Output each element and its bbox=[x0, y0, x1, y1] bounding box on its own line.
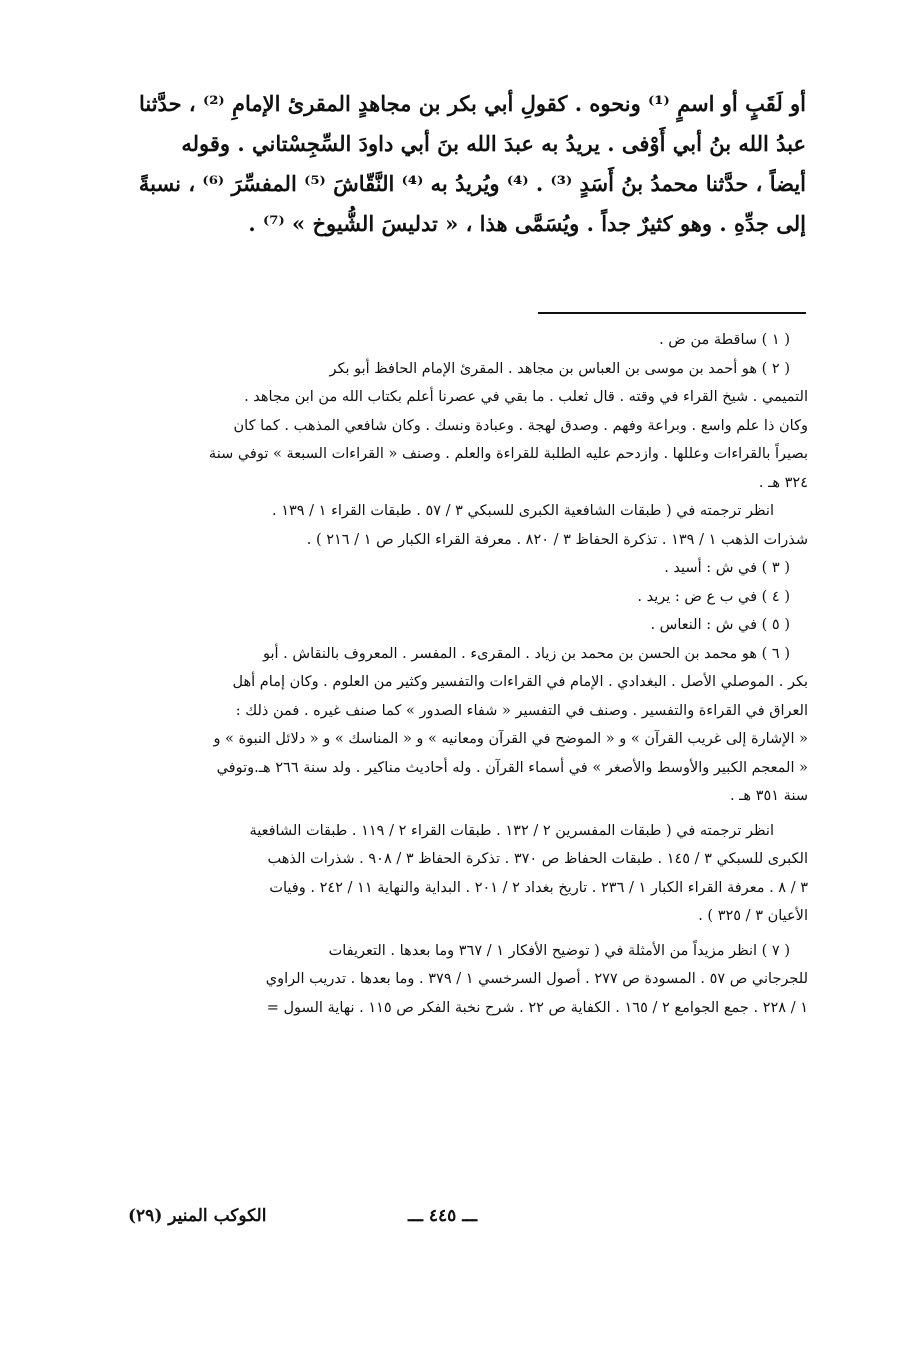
footnote-3: ( ٣ ) في ش : أسيد . bbox=[664, 560, 790, 576]
footnote-2-line: ( ٢ ) هو أحمد بن موسى بن العباس بن مجاهد . المقرئ الإمام الحافظ أبو بكر bbox=[329, 360, 790, 377]
footnote-7-line: للجرجاني ص ٥٧ . المسودة ص ٢٧٧ . أصول السرخسي ١ / ٣٧٩ . وما بعدها . تدريب الراوي bbox=[265, 971, 808, 987]
body-line-4: إلى جدِّهِ . وهو كثيرٌ جداً . ويُسَمَّى هذا ، « تدليسَ الشُّيوخ » ⁽⁷⁾ . bbox=[248, 211, 806, 236]
body-line-2: عبدُ الله بنُ أبي أَوْفى . يريدُ به عبدَ الله بنَ أبي داودَ السِّجِسْتاني . وقوله bbox=[181, 131, 806, 156]
footnotes-section bbox=[118, 326, 808, 1022]
footnote-6-reference: ٣ / ٨ . معرفة القراء الكبار ١ / ٢٣٦ . تاريخ بغداد ٢ / ٢٠١ . البداية والنهاية ١١ / ٢٤٢ . وفيات bbox=[269, 879, 808, 896]
footnote-6-line: بكر . الموصلي الأصل . البغدادي . الإمام في القراءات والتفسير وكثير من العلوم . وكان إمام أهل bbox=[232, 674, 808, 690]
footnote-6-reference: الأعيان ٣ / ٣٢٥ ) . bbox=[698, 908, 808, 924]
book-title: الكوكب المنير (٢٩) bbox=[128, 1206, 267, 1226]
footnote-7-line: ( ٧ ) انظر مزيداً من الأمثلة في ( توضيح الأفكار ١ / ٣٦٧ وما بعدها . التعريفات bbox=[328, 942, 790, 959]
page-footer bbox=[118, 1206, 808, 1240]
main-body-text bbox=[118, 84, 806, 244]
footnote-2-line: بصيراً بالقراءات وعللها . وازدحم عليه الطلبة للقراءة والعلم . وصنف « القراءات السبعة » توفي سنة bbox=[208, 446, 808, 462]
footnote-2-line: التميمي . شيخ القراء في وقته . قال ثعلب . ما بقي في عصرنا أعلم بكتاب الله من ابن مجاهد . bbox=[244, 389, 808, 405]
footnote-2-line: ٣٢٤ هـ . bbox=[758, 474, 808, 491]
footnote-6-line: سنة ٣٥١ هـ . bbox=[729, 788, 808, 804]
footnote-2-reference: انظر ترجمته في ( طبقات الشافعية الكبرى للسبكي ٣ / ٥٧ . طبقات القراء ١ / ١٣٩ . bbox=[271, 503, 774, 519]
body-line-3: أيضاً ، حدَّثنا محمدُ بنُ أَسَدٍ ⁽³⁾ . ⁽⁴⁾ ويُريدُ به ⁽⁴⁾ النَّقّاشَ ⁽⁵⁾ المفسِّرَ ⁽⁶⁾ ، نسبةً bbox=[138, 171, 806, 196]
footnote-4: ( ٤ ) في ب ع ض : يريد . bbox=[637, 588, 790, 605]
footnote-2-reference: شذرات الذهب ١ / ١٣٩ . تذكرة الحفاظ ٣ / ٨٢٠ . معرفة القراء الكبار ص ١ / ٢١٦ ) . bbox=[306, 531, 808, 548]
body-line-1: أو لَقَبٍ أو اسمٍ ⁽¹⁾ ونحوه . كقولِ أبي بكر بن مجاهدٍ المقرئ الإمامِ ⁽²⁾ ، حدَّثنا bbox=[138, 91, 806, 116]
footnote-2-line: وكان ذا علم واسع . وبراعة وفهم . وصدق لهجة . وعبادة ونسك . وكان شافعي المذهب . كما كان bbox=[233, 417, 808, 434]
page-number: ـــ ٤٤٥ ـــ bbox=[408, 1206, 478, 1226]
footnote-5: ( ٥ ) في ش : النعاس . bbox=[650, 617, 790, 633]
footnote-1: ( ١ ) ساقطة من ض . bbox=[659, 332, 790, 348]
footnote-6-line: « المعجم الكبير والأوسط والأصغر » في أسماء القرآن . وله أحاديث مناكير . ولد سنة ٢٦٦ هـ.وتوفي bbox=[216, 759, 808, 776]
footnote-6-line: العراق في القراءة والتفسير . وصنف في التفسير « شفاء الصدور » كما صنف غيره . فمن ذلك : bbox=[235, 702, 808, 719]
footnote-6-line: « الإشارة إلى غريب القرآن » و « الموضح في القرآن ومعانيه » و « المناسك » و « دلائل النبوة » و bbox=[213, 731, 808, 747]
footnote-separator bbox=[538, 312, 806, 314]
footnote-6-reference: الكبرى للسبكي ٣ / ١٤٥ . طبقات الحفاظ ص ٣٧٠ . تذكرة الحفاظ ٣ / ٩٠٨ . شذرات الذهب bbox=[267, 851, 808, 867]
footnote-7-line: ١ / ٢٢٨ . جمع الجوامع ٢ / ١٦٥ . الكفاية ص ٢٢ . شرح نخبة الفكر ص ١١٥ . نهاية السول = bbox=[266, 999, 808, 1016]
footnote-6-reference: انظر ترجمته في ( طبقات المفسرين ٢ / ١٣٢ . طبقات القراء ٢ / ١١٩ . طبقات الشافعية bbox=[249, 822, 774, 839]
footnote-6-line: ( ٦ ) هو محمد بن الحسن بن محمد بن زياد . المقرىء . المفسر . المعروف بالنقاش . أبو bbox=[263, 645, 790, 662]
